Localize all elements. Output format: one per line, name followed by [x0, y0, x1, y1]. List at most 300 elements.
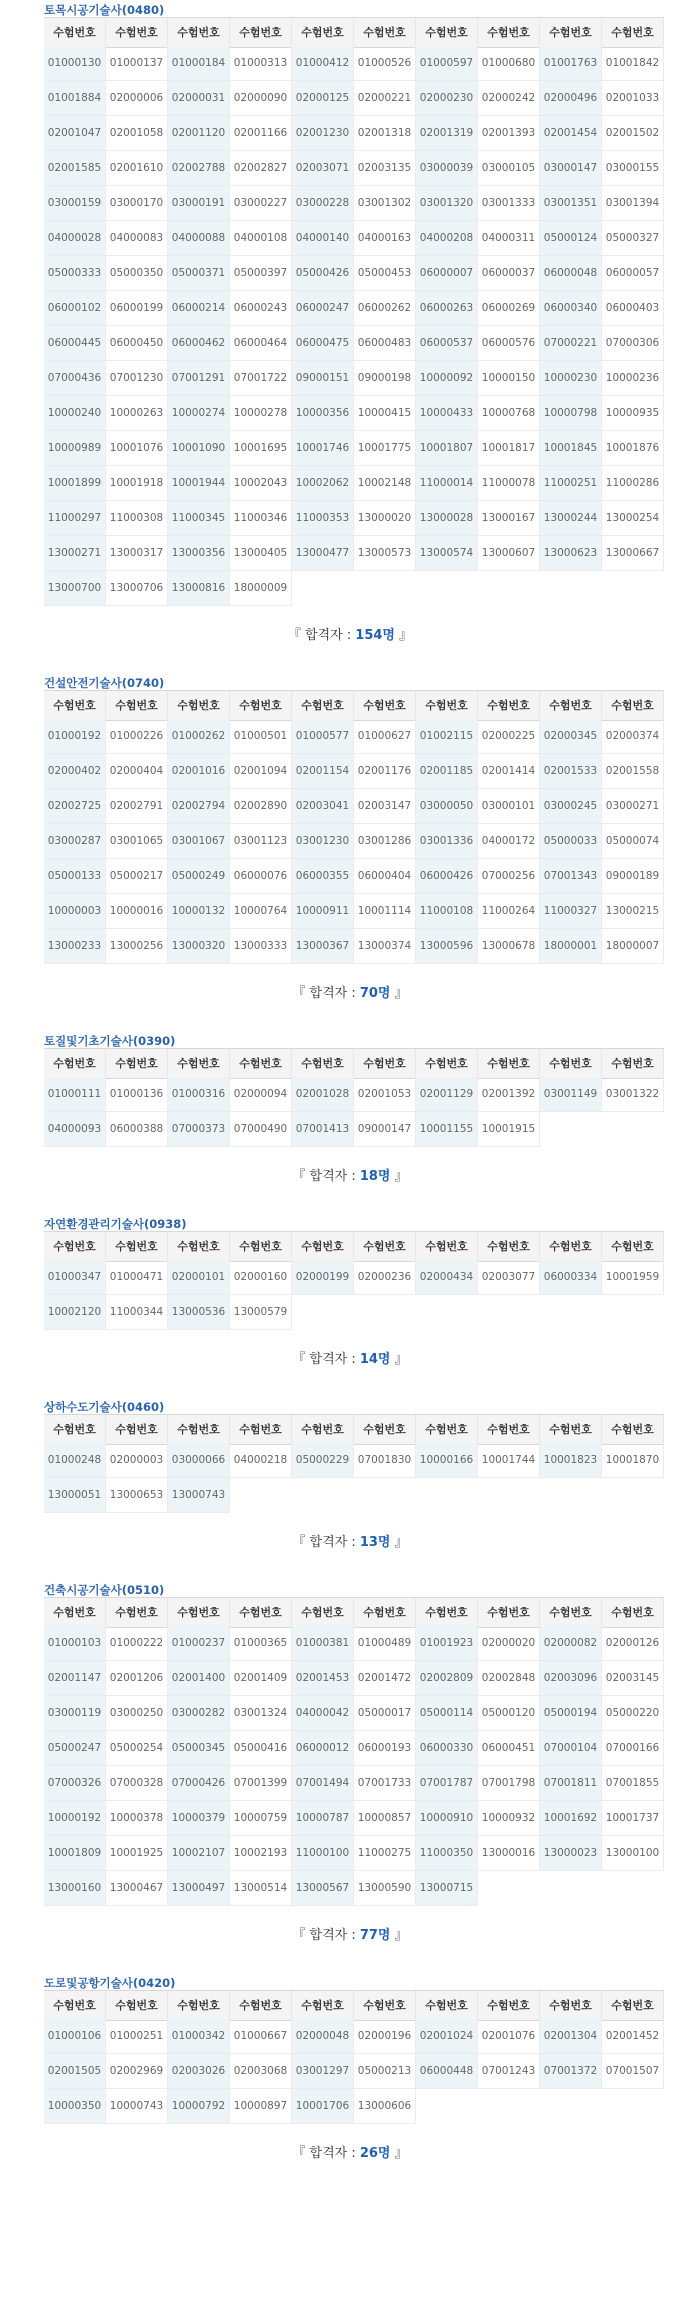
exam-number-cell: 11000078	[478, 466, 540, 501]
exam-number-cell: 06000537	[416, 326, 478, 361]
table-row	[44, 466, 664, 501]
exam-number-cell: 13000536	[168, 1295, 230, 1330]
exam-number-cell: 13000317	[106, 536, 168, 571]
empty-cell	[354, 1478, 416, 1513]
table-row	[44, 859, 664, 894]
table-row	[44, 1766, 664, 1801]
table-row	[44, 291, 664, 326]
empty-cell	[292, 1478, 354, 1513]
column-header: 수험번호	[230, 1049, 292, 1078]
exam-number-cell: 01000130	[44, 46, 106, 81]
pass-count: 14명	[359, 1352, 391, 1367]
exam-number-table	[44, 1048, 664, 1147]
exam-number-cell: 07001798	[478, 1766, 540, 1801]
exam-number-cell: 01000237	[168, 1626, 230, 1661]
exam-number-cell: 06000076	[230, 859, 292, 894]
exam-number-cell: 03000287	[44, 824, 106, 859]
exam-number-cell: 02001176	[354, 754, 416, 789]
table-row	[44, 2019, 664, 2054]
empty-cell	[354, 1295, 416, 1330]
column-header: 수험번호	[44, 1049, 106, 1078]
exam-number-cell: 07000328	[106, 1766, 168, 1801]
exam-number-cell: 10000240	[44, 396, 106, 431]
exam-number-cell: 13000579	[230, 1295, 292, 1330]
exam-number-cell: 03001302	[354, 186, 416, 221]
exam-number-cell: 02001610	[106, 151, 168, 186]
exam-number-cell: 07001372	[540, 2054, 602, 2089]
exam-number-cell: 02000221	[354, 81, 416, 116]
exam-number-cell: 10000150	[478, 361, 540, 396]
exam-number-cell: 07001733	[354, 1766, 416, 1801]
exam-number-cell: 02001392	[478, 1077, 540, 1112]
exam-number-cell: 01000192	[44, 719, 106, 754]
column-header: 수험번호	[602, 1598, 664, 1627]
exam-number-cell: 06000263	[416, 291, 478, 326]
table-row	[44, 2054, 664, 2089]
exam-number-cell: 10001918	[106, 466, 168, 501]
exam-number-cell: 10000798	[540, 396, 602, 431]
column-header: 수험번호	[106, 1232, 168, 1261]
empty-cell	[416, 571, 478, 606]
table-row	[44, 1443, 664, 1478]
exam-number-table	[44, 1597, 664, 1906]
result-close-bracket: 』	[390, 2146, 408, 2161]
section-title: 토목시공기술사(0480)	[44, 3, 165, 17]
exam-number-cell: 05000017	[354, 1696, 416, 1731]
table-header-row	[44, 1048, 664, 1079]
exam-number-cell: 05000120	[478, 1696, 540, 1731]
column-header: 수험번호	[540, 1232, 602, 1261]
exam-number-cell: 07001230	[106, 361, 168, 396]
exam-number-cell: 10001925	[106, 1836, 168, 1871]
exam-number-cell: 01000342	[168, 2019, 230, 2054]
column-header: 수험번호	[540, 1598, 602, 1627]
exam-number-cell: 10001744	[478, 1443, 540, 1478]
exam-number-cell: 07001399	[230, 1766, 292, 1801]
exam-number-cell: 05000229	[292, 1443, 354, 1478]
exam-number-cell: 10000415	[354, 396, 416, 431]
column-header: 수험번호	[168, 1598, 230, 1627]
exam-number-cell: 02002890	[230, 789, 292, 824]
exam-number-cell: 02002791	[106, 789, 168, 824]
exam-number-cell: 07001507	[602, 2054, 664, 2089]
exam-number-cell: 02000230	[416, 81, 478, 116]
exam-number-cell: 10001692	[540, 1801, 602, 1836]
empty-cell	[602, 1478, 664, 1513]
exam-number-cell: 11000308	[106, 501, 168, 536]
exam-number-cell: 10002193	[230, 1836, 292, 1871]
exam-number-cell: 02001585	[44, 151, 106, 186]
exam-number-cell: 05000426	[292, 256, 354, 291]
column-header: 수험번호	[292, 1991, 354, 2020]
exam-number-cell: 01001923	[416, 1626, 478, 1661]
column-header: 수험번호	[230, 1598, 292, 1627]
exam-number-cell: 06000448	[416, 2054, 478, 2089]
exam-number-cell: 02001206	[106, 1661, 168, 1696]
exam-number-cell: 01000226	[106, 719, 168, 754]
column-header: 수험번호	[602, 1991, 664, 2020]
pass-count-summary	[0, 986, 700, 1002]
table-row	[44, 894, 664, 929]
exam-number-cell: 07000490	[230, 1112, 292, 1147]
exam-number-cell: 05000247	[44, 1731, 106, 1766]
column-header: 수험번호	[478, 1049, 540, 1078]
result-section	[0, 3, 700, 644]
exam-number-cell: 13000743	[168, 1478, 230, 1513]
exam-number-cell: 10000768	[478, 396, 540, 431]
exam-number-cell: 18000007	[602, 929, 664, 964]
exam-number-cell: 13000356	[168, 536, 230, 571]
exam-number-cell: 06000403	[602, 291, 664, 326]
exam-number-cell: 06000340	[540, 291, 602, 326]
exam-number-cell: 02000125	[292, 81, 354, 116]
exam-number-cell: 13000596	[416, 929, 478, 964]
column-header: 수험번호	[416, 1598, 478, 1627]
column-header: 수험번호	[540, 1415, 602, 1444]
table-row	[44, 1836, 664, 1871]
exam-number-cell: 03000282	[168, 1696, 230, 1731]
exam-number-cell: 06000199	[106, 291, 168, 326]
exam-number-cell: 07001811	[540, 1766, 602, 1801]
result-open-bracket: 『 합격자 :	[292, 986, 360, 1001]
pass-count-summary	[0, 1535, 700, 1551]
exam-number-cell: 01001763	[540, 46, 602, 81]
exam-number-cell: 10001155	[416, 1112, 478, 1147]
exam-number-cell: 06000464	[230, 326, 292, 361]
exam-number-cell: 02000048	[292, 2019, 354, 2054]
column-header: 수험번호	[106, 691, 168, 720]
exam-number-cell: 10000016	[106, 894, 168, 929]
exam-number-cell: 01000526	[354, 46, 416, 81]
exam-number-cell: 09000151	[292, 361, 354, 396]
column-header: 수험번호	[230, 1991, 292, 2020]
exam-number-cell: 01001842	[602, 46, 664, 81]
table-row	[44, 186, 664, 221]
exam-number-cell: 11000327	[540, 894, 602, 929]
exam-number-cell: 13000816	[168, 571, 230, 606]
exam-number-cell: 13000606	[354, 2089, 416, 2124]
exam-number-cell: 02001409	[230, 1661, 292, 1696]
empty-cell	[478, 1478, 540, 1513]
exam-number-cell: 06000262	[354, 291, 416, 326]
exam-number-table	[44, 17, 664, 606]
table-row	[44, 1295, 664, 1330]
exam-number-cell: 11000350	[416, 1836, 478, 1871]
result-close-bracket: 』	[390, 986, 408, 1001]
table-row	[44, 431, 664, 466]
exam-number-cell: 01000316	[168, 1077, 230, 1112]
empty-cell	[540, 1478, 602, 1513]
empty-cell	[478, 2089, 540, 2124]
exam-number-cell: 01000313	[230, 46, 292, 81]
exam-number-cell: 04000083	[106, 221, 168, 256]
exam-number-cell: 13000256	[106, 929, 168, 964]
exam-number-cell: 07001494	[292, 1766, 354, 1801]
column-header: 수험번호	[416, 1232, 478, 1261]
exam-number-cell: 10001114	[354, 894, 416, 929]
exam-number-cell: 06000462	[168, 326, 230, 361]
column-header: 수험번호	[106, 1598, 168, 1627]
exam-number-cell: 05000074	[602, 824, 664, 859]
column-header: 수험번호	[416, 1991, 478, 2020]
exam-number-cell: 02002809	[416, 1661, 478, 1696]
column-header: 수험번호	[106, 1991, 168, 2020]
exam-number-cell: 02000101	[168, 1260, 230, 1295]
exam-number-cell: 03000250	[106, 1696, 168, 1731]
column-header: 수험번호	[292, 1415, 354, 1444]
pass-count-summary	[0, 2146, 700, 2162]
exam-number-cell: 13000028	[416, 501, 478, 536]
table-row	[44, 1871, 664, 1906]
exam-number-cell: 11000344	[106, 1295, 168, 1330]
exam-number-cell: 13000567	[292, 1871, 354, 1906]
column-header: 수험번호	[478, 1415, 540, 1444]
result-section	[0, 676, 700, 1002]
column-header: 수험번호	[602, 691, 664, 720]
exam-number-cell: 11000346	[230, 501, 292, 536]
table-row	[44, 151, 664, 186]
exam-number-cell: 03001065	[106, 824, 168, 859]
column-header: 수험번호	[230, 1415, 292, 1444]
column-header: 수험번호	[168, 18, 230, 47]
empty-cell	[602, 571, 664, 606]
exam-number-cell: 13000574	[416, 536, 478, 571]
exam-number-cell: 13000700	[44, 571, 106, 606]
exam-number-cell: 05000254	[106, 1731, 168, 1766]
exam-number-cell: 02003026	[168, 2054, 230, 2089]
exam-number-cell: 13000653	[106, 1478, 168, 1513]
column-header: 수험번호	[230, 18, 292, 47]
pass-count: 154명	[355, 628, 395, 643]
exam-number-cell: 18000009	[230, 571, 292, 606]
exam-number-cell: 02003145	[602, 1661, 664, 1696]
table-row	[44, 501, 664, 536]
pass-count-summary	[0, 628, 700, 644]
exam-number-cell: 02000006	[106, 81, 168, 116]
empty-cell	[416, 2089, 478, 2124]
exam-number-cell: 03001336	[416, 824, 478, 859]
exam-number-cell: 03000050	[416, 789, 478, 824]
pass-count: 70명	[359, 986, 391, 1001]
empty-cell	[354, 571, 416, 606]
exam-number-cell: 06000012	[292, 1731, 354, 1766]
exam-number-cell: 02000225	[478, 719, 540, 754]
exam-number-cell: 04000218	[230, 1443, 292, 1478]
exam-number-cell: 13000051	[44, 1478, 106, 1513]
column-header: 수험번호	[478, 1598, 540, 1627]
pass-count: 13명	[359, 1535, 391, 1550]
exam-number-cell: 05000133	[44, 859, 106, 894]
exam-number-cell: 02001120	[168, 116, 230, 151]
exam-number-cell: 03000228	[292, 186, 354, 221]
exam-number-cell: 03000119	[44, 1696, 106, 1731]
exam-number-cell: 09000189	[602, 859, 664, 894]
exam-number-cell: 10000003	[44, 894, 106, 929]
table-row	[44, 536, 664, 571]
exam-number-cell: 06000426	[416, 859, 478, 894]
exam-number-cell: 02001230	[292, 116, 354, 151]
exam-number-cell: 10001809	[44, 1836, 106, 1871]
exam-number-cell: 10001695	[230, 431, 292, 466]
exam-number-cell: 10002120	[44, 1295, 106, 1330]
exam-number-cell: 07000326	[44, 1766, 106, 1801]
empty-cell	[230, 1478, 292, 1513]
exam-number-cell: 03000159	[44, 186, 106, 221]
exam-number-cell: 06000576	[478, 326, 540, 361]
exam-number-cell: 10000433	[416, 396, 478, 431]
exam-number-cell: 02003041	[292, 789, 354, 824]
exam-number-cell: 01000381	[292, 1626, 354, 1661]
column-header: 수험번호	[416, 1049, 478, 1078]
exam-number-cell: 02001147	[44, 1661, 106, 1696]
exam-number-cell: 10000897	[230, 2089, 292, 2124]
exam-number-cell: 13000320	[168, 929, 230, 964]
exam-number-cell: 02002725	[44, 789, 106, 824]
exam-number-cell: 02001129	[416, 1077, 478, 1112]
exam-number-cell: 13000467	[106, 1871, 168, 1906]
result-open-bracket: 『 합격자 :	[287, 628, 356, 643]
column-header: 수험번호	[478, 1991, 540, 2020]
result-close-bracket: 』	[390, 1169, 408, 1184]
exam-number-cell: 03001149	[540, 1077, 602, 1112]
exam-number-cell: 13000023	[540, 1836, 602, 1871]
table-row	[44, 2089, 664, 2124]
result-open-bracket: 『 합격자 :	[292, 1928, 360, 1943]
table-row	[44, 789, 664, 824]
exam-number-cell: 10001915	[478, 1112, 540, 1147]
exam-number-cell: 13000100	[602, 1836, 664, 1871]
column-header: 수험번호	[602, 1415, 664, 1444]
exam-number-cell: 01000184	[168, 46, 230, 81]
exam-number-cell: 01000251	[106, 2019, 168, 2054]
exam-number-cell: 13000623	[540, 536, 602, 571]
column-header: 수험번호	[168, 1991, 230, 2020]
exam-number-cell: 02000404	[106, 754, 168, 789]
exam-number-cell: 02001502	[602, 116, 664, 151]
exam-number-cell: 13000020	[354, 501, 416, 536]
exam-number-cell: 02001393	[478, 116, 540, 151]
column-header: 수험번호	[44, 1232, 106, 1261]
exam-number-cell: 04000093	[44, 1112, 106, 1147]
table-row	[44, 221, 664, 256]
column-header: 수험번호	[168, 1232, 230, 1261]
exam-number-cell: 10000230	[540, 361, 602, 396]
exam-number-cell: 03000227	[230, 186, 292, 221]
column-header: 수험번호	[44, 1598, 106, 1627]
exam-number-cell: 01001884	[44, 81, 106, 116]
exam-number-cell: 07000256	[478, 859, 540, 894]
exam-number-cell: 09000147	[354, 1112, 416, 1147]
table-row	[44, 46, 664, 81]
exam-number-cell: 02001505	[44, 2054, 106, 2089]
exam-number-table	[44, 1414, 664, 1513]
table-row	[44, 1801, 664, 1836]
column-header: 수험번호	[354, 18, 416, 47]
exam-number-cell: 10000378	[106, 1801, 168, 1836]
section-title: 토질및기초기술사(0390)	[44, 1034, 176, 1048]
exam-number-cell: 06000475	[292, 326, 354, 361]
exam-number-cell: 10000910	[416, 1801, 478, 1836]
exam-number-cell: 10001076	[106, 431, 168, 466]
exam-number-cell: 07000306	[602, 326, 664, 361]
exam-number-cell: 01002115	[416, 719, 478, 754]
pass-count-summary	[0, 1352, 700, 1368]
exam-number-cell: 13000333	[230, 929, 292, 964]
exam-number-cell: 02000094	[230, 1077, 292, 1112]
exam-number-cell: 01000577	[292, 719, 354, 754]
exam-number-cell: 10000743	[106, 2089, 168, 2124]
section-title: 건설안전기술사(0740)	[44, 676, 165, 690]
exam-number-cell: 03001324	[230, 1696, 292, 1731]
exam-number-cell: 05000114	[416, 1696, 478, 1731]
exam-number-cell: 03001067	[168, 824, 230, 859]
column-header: 수험번호	[416, 691, 478, 720]
exam-number-cell: 06000243	[230, 291, 292, 326]
table-row	[44, 361, 664, 396]
table-row	[44, 929, 664, 964]
column-header: 수험번호	[292, 18, 354, 47]
exam-number-cell: 07001343	[540, 859, 602, 894]
exam-number-cell: 10000092	[416, 361, 478, 396]
column-header: 수험번호	[292, 1232, 354, 1261]
result-open-bracket: 『 합격자 :	[292, 1169, 360, 1184]
column-header: 수험번호	[168, 1415, 230, 1444]
table-row	[44, 326, 664, 361]
column-header: 수험번호	[540, 1991, 602, 2020]
table-row	[44, 1112, 664, 1147]
exam-number-cell: 07001830	[354, 1443, 416, 1478]
exam-number-cell: 01000667	[230, 2019, 292, 2054]
exam-number-cell: 10001737	[602, 1801, 664, 1836]
exam-number-cell: 11000100	[292, 1836, 354, 1871]
exam-number-cell: 13000405	[230, 536, 292, 571]
exam-number-cell: 06000404	[354, 859, 416, 894]
exam-number-cell: 02003147	[354, 789, 416, 824]
exam-number-cell: 11000353	[292, 501, 354, 536]
exam-number-cell: 07001291	[168, 361, 230, 396]
exam-number-cell: 02001452	[602, 2019, 664, 2054]
column-header: 수험번호	[478, 18, 540, 47]
exam-number-cell: 04000172	[478, 824, 540, 859]
column-header: 수험번호	[602, 18, 664, 47]
exam-number-cell: 02001472	[354, 1661, 416, 1696]
exam-number-cell: 02001016	[168, 754, 230, 789]
section-title: 도로및공항기술사(0420)	[44, 1976, 176, 1990]
exam-number-cell: 02000196	[354, 2019, 416, 2054]
column-header: 수험번호	[168, 1049, 230, 1078]
exam-number-cell: 02000160	[230, 1260, 292, 1295]
exam-number-cell: 10001870	[602, 1443, 664, 1478]
empty-cell	[602, 1295, 664, 1330]
column-header: 수험번호	[44, 691, 106, 720]
exam-number-cell: 02001318	[354, 116, 416, 151]
exam-number-cell: 03001286	[354, 824, 416, 859]
exam-number-table	[44, 1990, 664, 2124]
exam-number-cell: 03001230	[292, 824, 354, 859]
column-header: 수험번호	[478, 1232, 540, 1261]
empty-cell	[478, 1871, 540, 1906]
empty-cell	[602, 2089, 664, 2124]
exam-number-cell: 13000215	[602, 894, 664, 929]
exam-number-cell: 02001400	[168, 1661, 230, 1696]
table-row	[44, 824, 664, 859]
exam-number-cell: 03000066	[168, 1443, 230, 1478]
column-header: 수험번호	[354, 1598, 416, 1627]
result-section	[0, 1976, 700, 2162]
exam-number-cell: 05000213	[354, 2054, 416, 2089]
exam-number-table	[44, 1231, 664, 1330]
empty-cell	[540, 1295, 602, 1330]
